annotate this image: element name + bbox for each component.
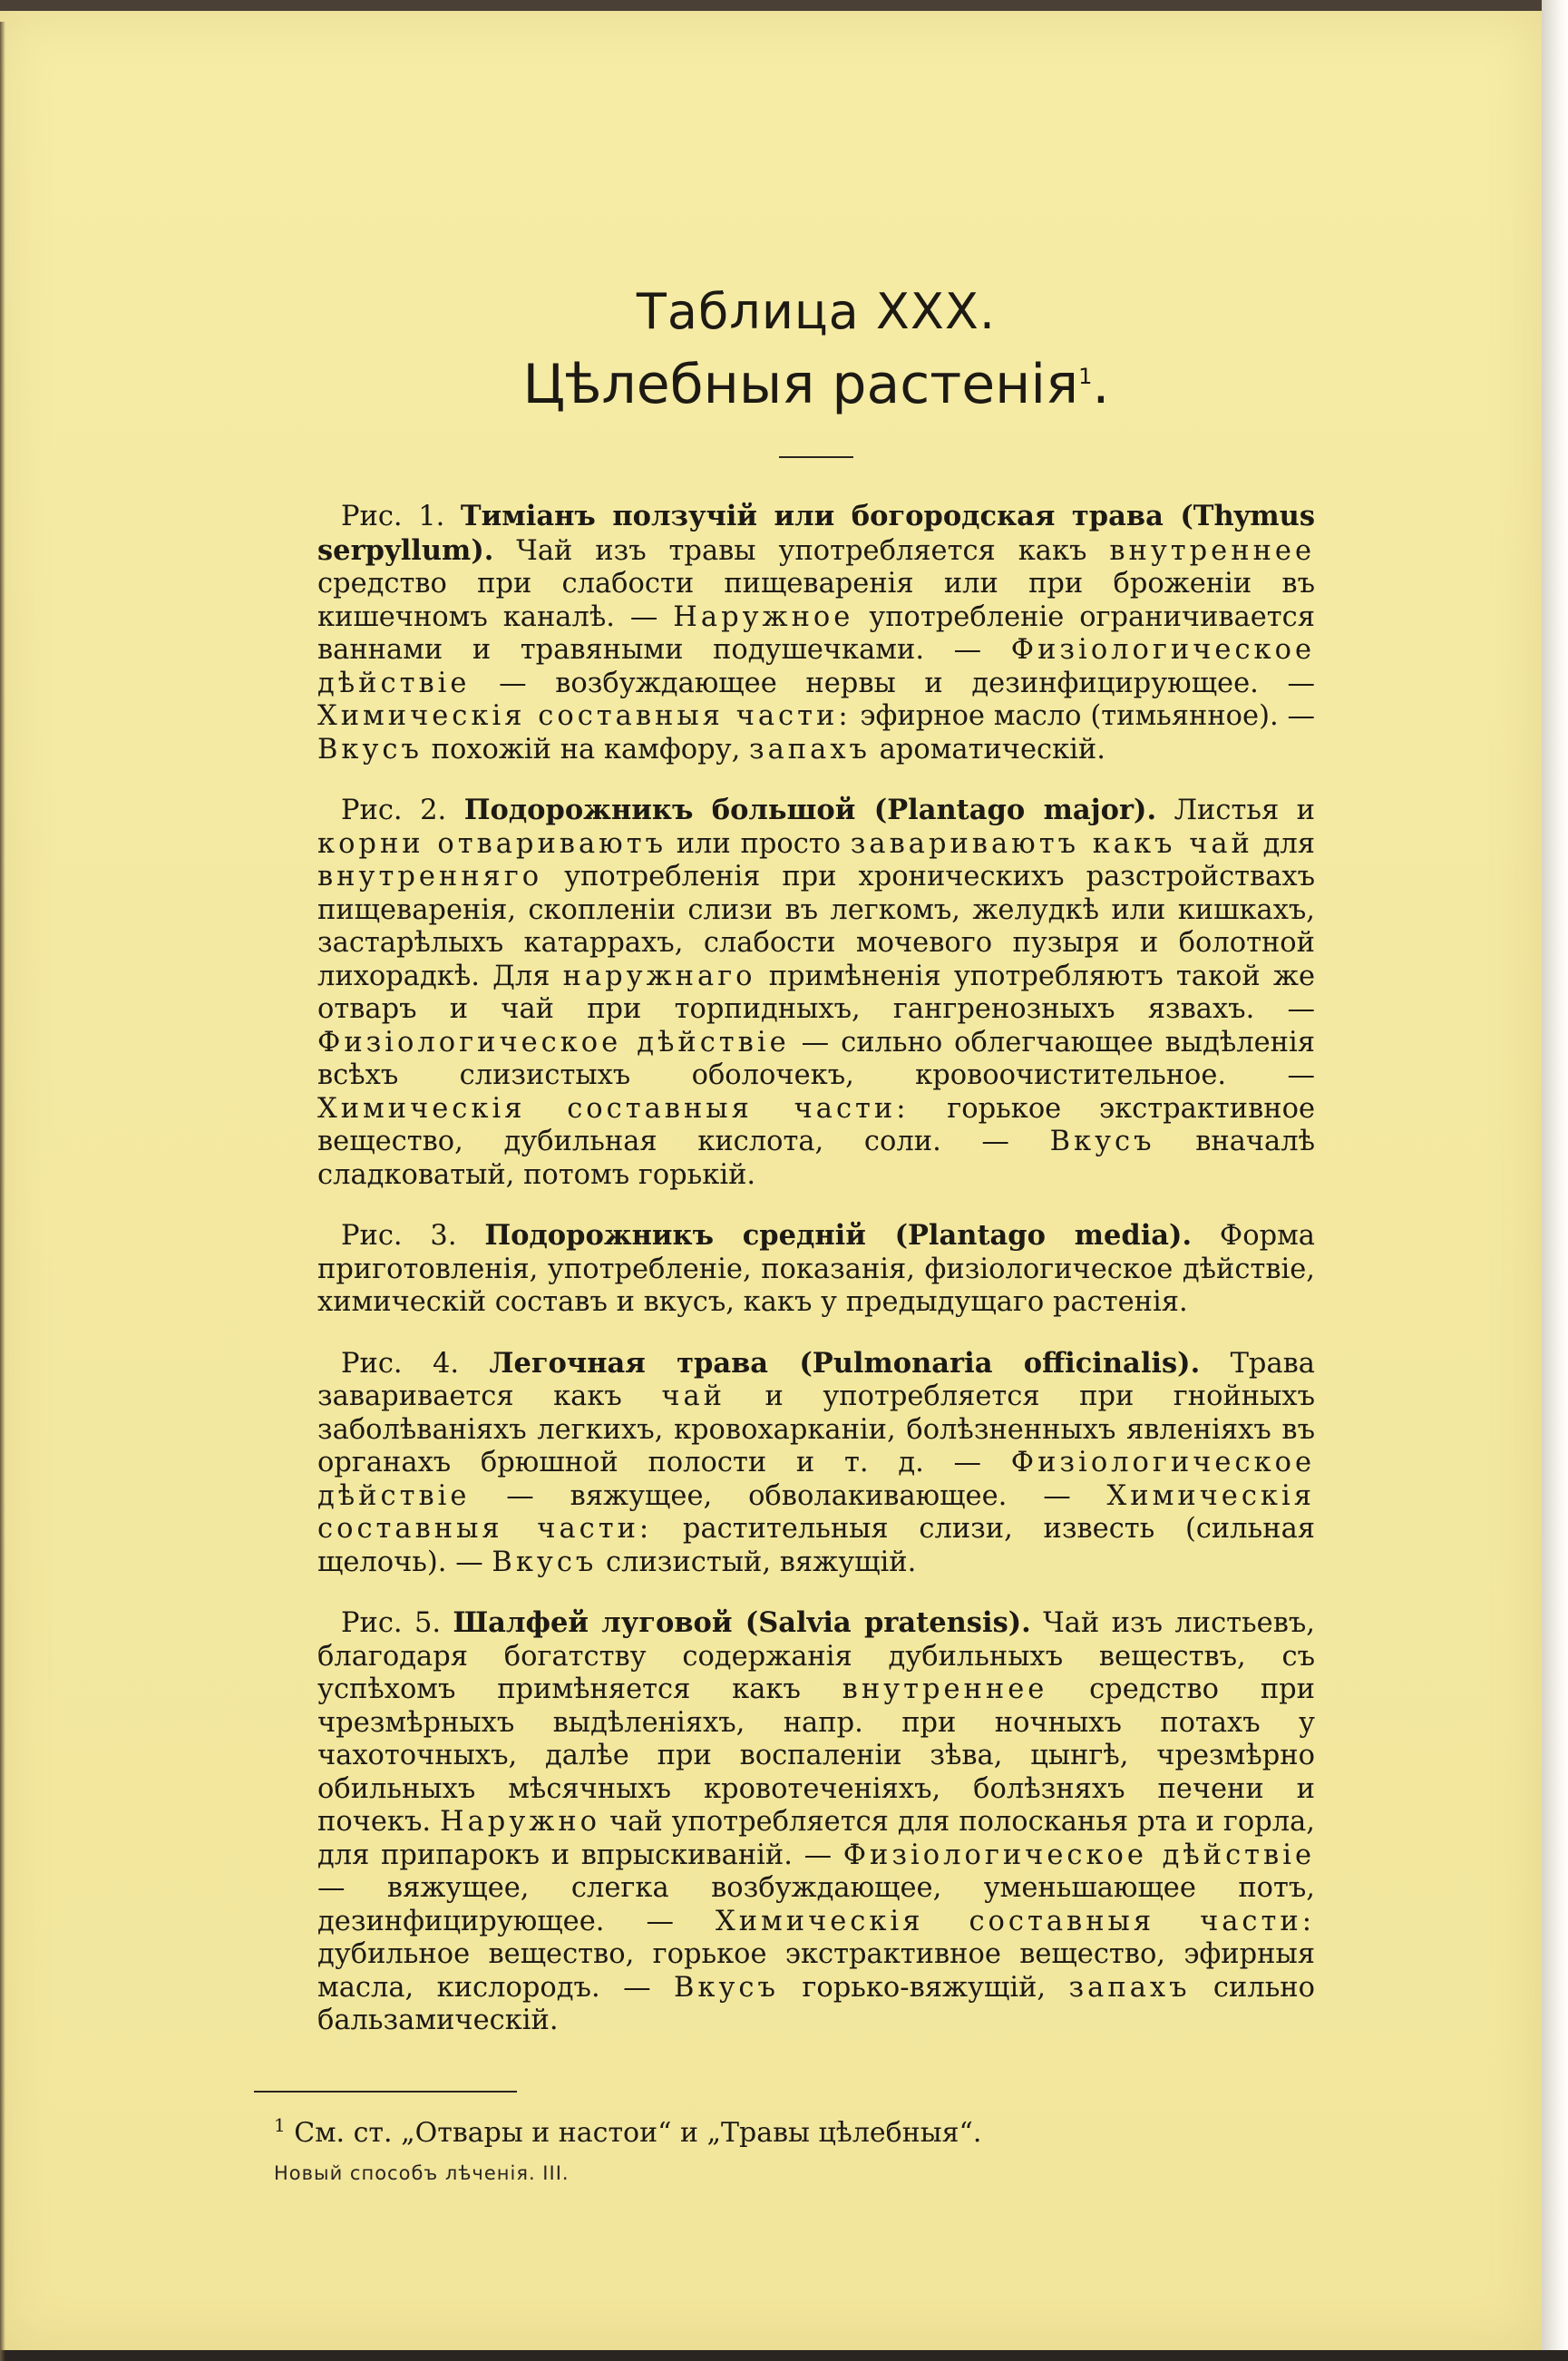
entry-text: ароматическій.: [870, 733, 1105, 766]
title-divider: [779, 456, 853, 458]
spaced-term: Вкусъ: [492, 1546, 598, 1578]
footnote-divider: [254, 2091, 517, 2093]
spaced-term: Химическія составныя части:: [317, 1479, 1315, 1545]
entry-text: — вяжущее, обволакивающее. —: [470, 1479, 1107, 1512]
entry-text: употребленія при хроническихъ разстройствахъ пищеваренія, скопленіи слизи въ легкомъ, желудкѣ или кишкахъ, застарѣлыхъ катаррахъ, слабости мочевого пузыря и болотной лихорадкѣ. Для: [317, 861, 1315, 992]
entry-text: горькое экстрактивное вещество, дубильная кислота, соли. —: [317, 1092, 1315, 1157]
plant-entry: [317, 794, 1315, 1192]
spaced-term: Химическія составныя части:: [317, 700, 852, 732]
table-title: Таблица XXX.: [636, 283, 997, 340]
book-page: [0, 11, 1542, 2350]
plant-entry: [317, 500, 1315, 766]
entry-text: вначалѣ сладковатый, потомъ горькій.: [317, 1126, 1315, 1191]
entry-text: средство при слабости пищеваренія или при броженіи въ кишечномъ каналѣ. —: [317, 568, 1315, 633]
spaced-term: Физіологическое дѣйствіе: [317, 1447, 1315, 1512]
printer-signature: Новый способъ лѣченія. III.: [274, 2161, 570, 2184]
spaced-term: Наружное: [673, 600, 854, 633]
spaced-term: наружнаго: [562, 960, 756, 992]
entry-text: слизистый, вяжущій.: [597, 1546, 917, 1578]
entry-text: или просто: [666, 827, 851, 860]
spaced-term: завариваютъ какъ чай: [850, 827, 1253, 860]
entry-text: эфирное масло (тимьянное). —: [851, 700, 1315, 732]
spaced-term: Химическія составныя части:: [715, 1905, 1315, 1937]
entry-text: и употребляется при гнойныхъ заболѣваніяхъ легкихъ, кровохарканіи, болѣзненныхъ явленіяхъ въ органахъ брюшной полости и т. д. —: [317, 1381, 1315, 1478]
entry-text: дубильное вещество, горькое экстрактивное вещество, эфирныя масла, кислородъ. —: [317, 1938, 1315, 2004]
plant-name: Шалфей луговой (Salvia pratensis).: [453, 1606, 1031, 1639]
spaced-term: внутренняго: [317, 861, 543, 893]
figure-label: Рис. 3.: [341, 1220, 457, 1252]
plant-entries: [317, 500, 1315, 2038]
spaced-term: Вкусъ: [674, 1971, 779, 2004]
scan-top-edge: [0, 0, 1568, 11]
spaced-term: запахъ: [1068, 1971, 1191, 2004]
plant-name: Тиміанъ ползучій или богородская трава (Thymus serpyllum).: [317, 500, 1315, 567]
page-content: [274, 283, 1316, 2184]
entry-text: растительныя слизи, известь (сильная щелочь). —: [317, 1513, 1315, 1578]
figure-label: Рис. 5.: [341, 1607, 442, 1639]
entry-text: Трава заваривается какъ: [317, 1347, 1315, 1412]
spaced-term: Наружно: [440, 1806, 601, 1838]
footnote-mark: 1: [1078, 364, 1093, 389]
entry-text: — сильно облегчающее выдѣленія всѣхъ слизистыхъ оболочекъ, кровоочистительное. —: [317, 1026, 1316, 1091]
entry-text: примѣненія употребляютъ такой же отваръ и чай при торпидныхъ, гангренозныхъ язвахъ. —: [317, 960, 1315, 1025]
spaced-term: Физіологическое дѣйствіе: [317, 1026, 790, 1059]
entry-text: — возбуждающее нервы и дезинфицирующее. —: [470, 667, 1315, 699]
footnote: [274, 2109, 1315, 2150]
entry-text: горько-вяжущій,: [778, 1971, 1069, 2004]
entry-text: Форма приготовленія, употребленіе, показанія, физіологическое дѣйствіе, химическій составъ и вкусъ, какъ у предыдущаго растенія.: [317, 1220, 1315, 1318]
spaced-term: Вкусъ: [317, 733, 423, 766]
figure-label: Рис. 1.: [341, 501, 445, 532]
entry-text: Чай изъ листьевъ, благодаря богатству содержанія дубильныхъ веществъ, съ успѣхомъ примѣняется какъ: [317, 1607, 1315, 1705]
figure-label: Рис. 2.: [341, 795, 447, 826]
plant-entry: [317, 1219, 1315, 1320]
spaced-term: чай: [661, 1381, 726, 1412]
plant-name: Подорожникъ средній (Plantago media).: [484, 1219, 1193, 1252]
page-right-edge: [1542, 0, 1568, 2350]
entry-text: сильно бальзамическій.: [317, 1971, 1315, 2036]
footnote-number: 1: [274, 2113, 286, 2136]
spaced-term: Физіологическое дѣйствіе: [842, 1839, 1316, 1871]
entry-text: для: [1252, 827, 1316, 860]
entry-text: похожій на камфору,: [422, 733, 749, 766]
plant-name: Легочная трава (Pulmonaria officinalis).: [489, 1346, 1201, 1380]
spaced-term: Химическія составныя части:: [317, 1092, 910, 1125]
entry-text: — вяжущее, слегка возбуждающее, уменьшающее потъ, дезинфицирующее. —: [317, 1872, 1315, 1937]
plant-name: Подорожникъ большой (Plantago major).: [463, 794, 1157, 826]
plant-entry: [317, 1606, 1315, 2038]
spaced-term: Вкусъ: [1049, 1126, 1155, 1157]
footnote-text: См. ст. „Отвары и настои“ и „Травы цѣлебныя“.: [285, 2116, 982, 2149]
plant-entry: [317, 1347, 1315, 1580]
entry-text: Чай изъ травы употребляется какъ: [493, 534, 1110, 567]
spaced-term: Физіологическое дѣйствіе: [317, 634, 1315, 699]
spaced-term: запахъ: [748, 733, 871, 766]
spaced-term: корни отвариваютъ: [317, 827, 667, 860]
page-left-shadow: [0, 22, 5, 2361]
subtitle-text: Цѣлебныя растенія: [522, 353, 1079, 416]
spaced-term: внутреннее: [1109, 534, 1315, 567]
figure-label: Рис. 4.: [341, 1347, 460, 1380]
page-subtitle: Цѣлебныя растенія$^1$.: [522, 353, 1110, 416]
spaced-term: внутреннее: [842, 1673, 1048, 1705]
entry-text: чай употребляется для полосканья рта и горла, для припарокъ и впрыскиваній. —: [317, 1806, 1315, 1871]
entry-text: Листья и: [1156, 795, 1315, 826]
entry-text: средство при чрезмѣрныхъ выдѣленіяхъ, напр. при ночныхъ потахъ у чахоточныхъ, далѣе при воспаленіи зѣва, цынгѣ, чрезмѣрно обильныхъ мѣсячныхъ кровотеченіяхъ, болѣзняхъ печени и почекъ.: [317, 1673, 1316, 1838]
entry-text: употребленіе ограничивается ваннами и травяными подушечками. —: [317, 600, 1315, 666]
